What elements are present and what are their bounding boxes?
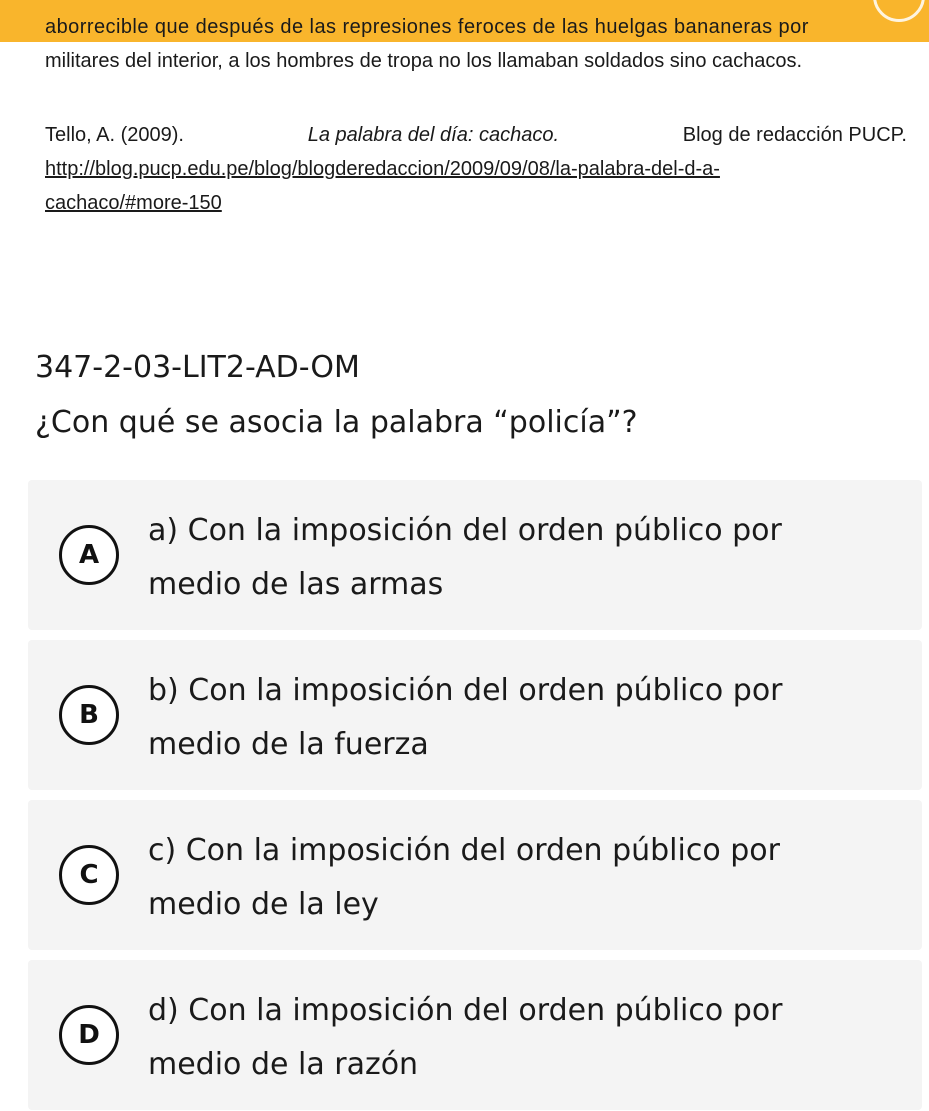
question-text: ¿Con qué se asocia la palabra “policía”?	[35, 405, 638, 440]
reference-link[interactable]	[45, 152, 907, 186]
option-letter-a: A	[59, 525, 119, 585]
cut-off-text-line: aborrecible que después de las represiones feroces de las huelgas bananeras por	[45, 16, 809, 38]
reference-source: Blog de redacción PUCP.	[682, 124, 907, 146]
option-letter-d: D	[59, 1005, 119, 1065]
option-text-line1: b) Con la imposición del orden público por	[148, 673, 783, 708]
excerpt-line: militares del interior, a los hombres de tropa no los llamaban soldados sino cachacos.	[45, 50, 803, 72]
reference-title: La palabra del día: cachaco.	[307, 124, 560, 146]
question-code: 347-2-03-LIT2-AD-OM	[35, 350, 360, 385]
option-text	[148, 664, 868, 772]
option-d[interactable]	[28, 960, 922, 1110]
reference-link-line1: http://blog.pucp.edu.pe/blog/blogderedaccion/2009/09/08/la-palabra-del-d-a-	[45, 158, 720, 180]
reference-line	[45, 118, 907, 152]
option-letter-c: C	[59, 845, 119, 905]
option-letter-b: B	[59, 685, 119, 745]
option-text-line2: medio de la fuerza	[148, 727, 429, 762]
option-b[interactable]	[28, 640, 922, 790]
option-text	[148, 504, 868, 612]
option-text-line1: d) Con la imposición del orden público por	[148, 993, 783, 1028]
option-text-line1: a) Con la imposición del orden público por	[148, 513, 782, 548]
option-text	[148, 984, 868, 1092]
option-text-line1: c) Con la imposición del orden público por	[148, 833, 780, 868]
option-c[interactable]	[28, 800, 922, 950]
option-text-line2: medio de la razón	[148, 1047, 419, 1082]
option-text-line2: medio de las armas	[148, 567, 444, 602]
option-a[interactable]	[28, 480, 922, 630]
reference-link-line2: cachaco/#more-150	[45, 192, 222, 214]
reference-author: Tello, A. (2009).	[45, 124, 184, 146]
document-excerpt	[45, 16, 907, 78]
option-text	[148, 824, 868, 932]
reference-link-continued[interactable]	[45, 186, 907, 220]
reference-citation	[45, 118, 907, 220]
option-text-line2: medio de la ley	[148, 887, 379, 922]
